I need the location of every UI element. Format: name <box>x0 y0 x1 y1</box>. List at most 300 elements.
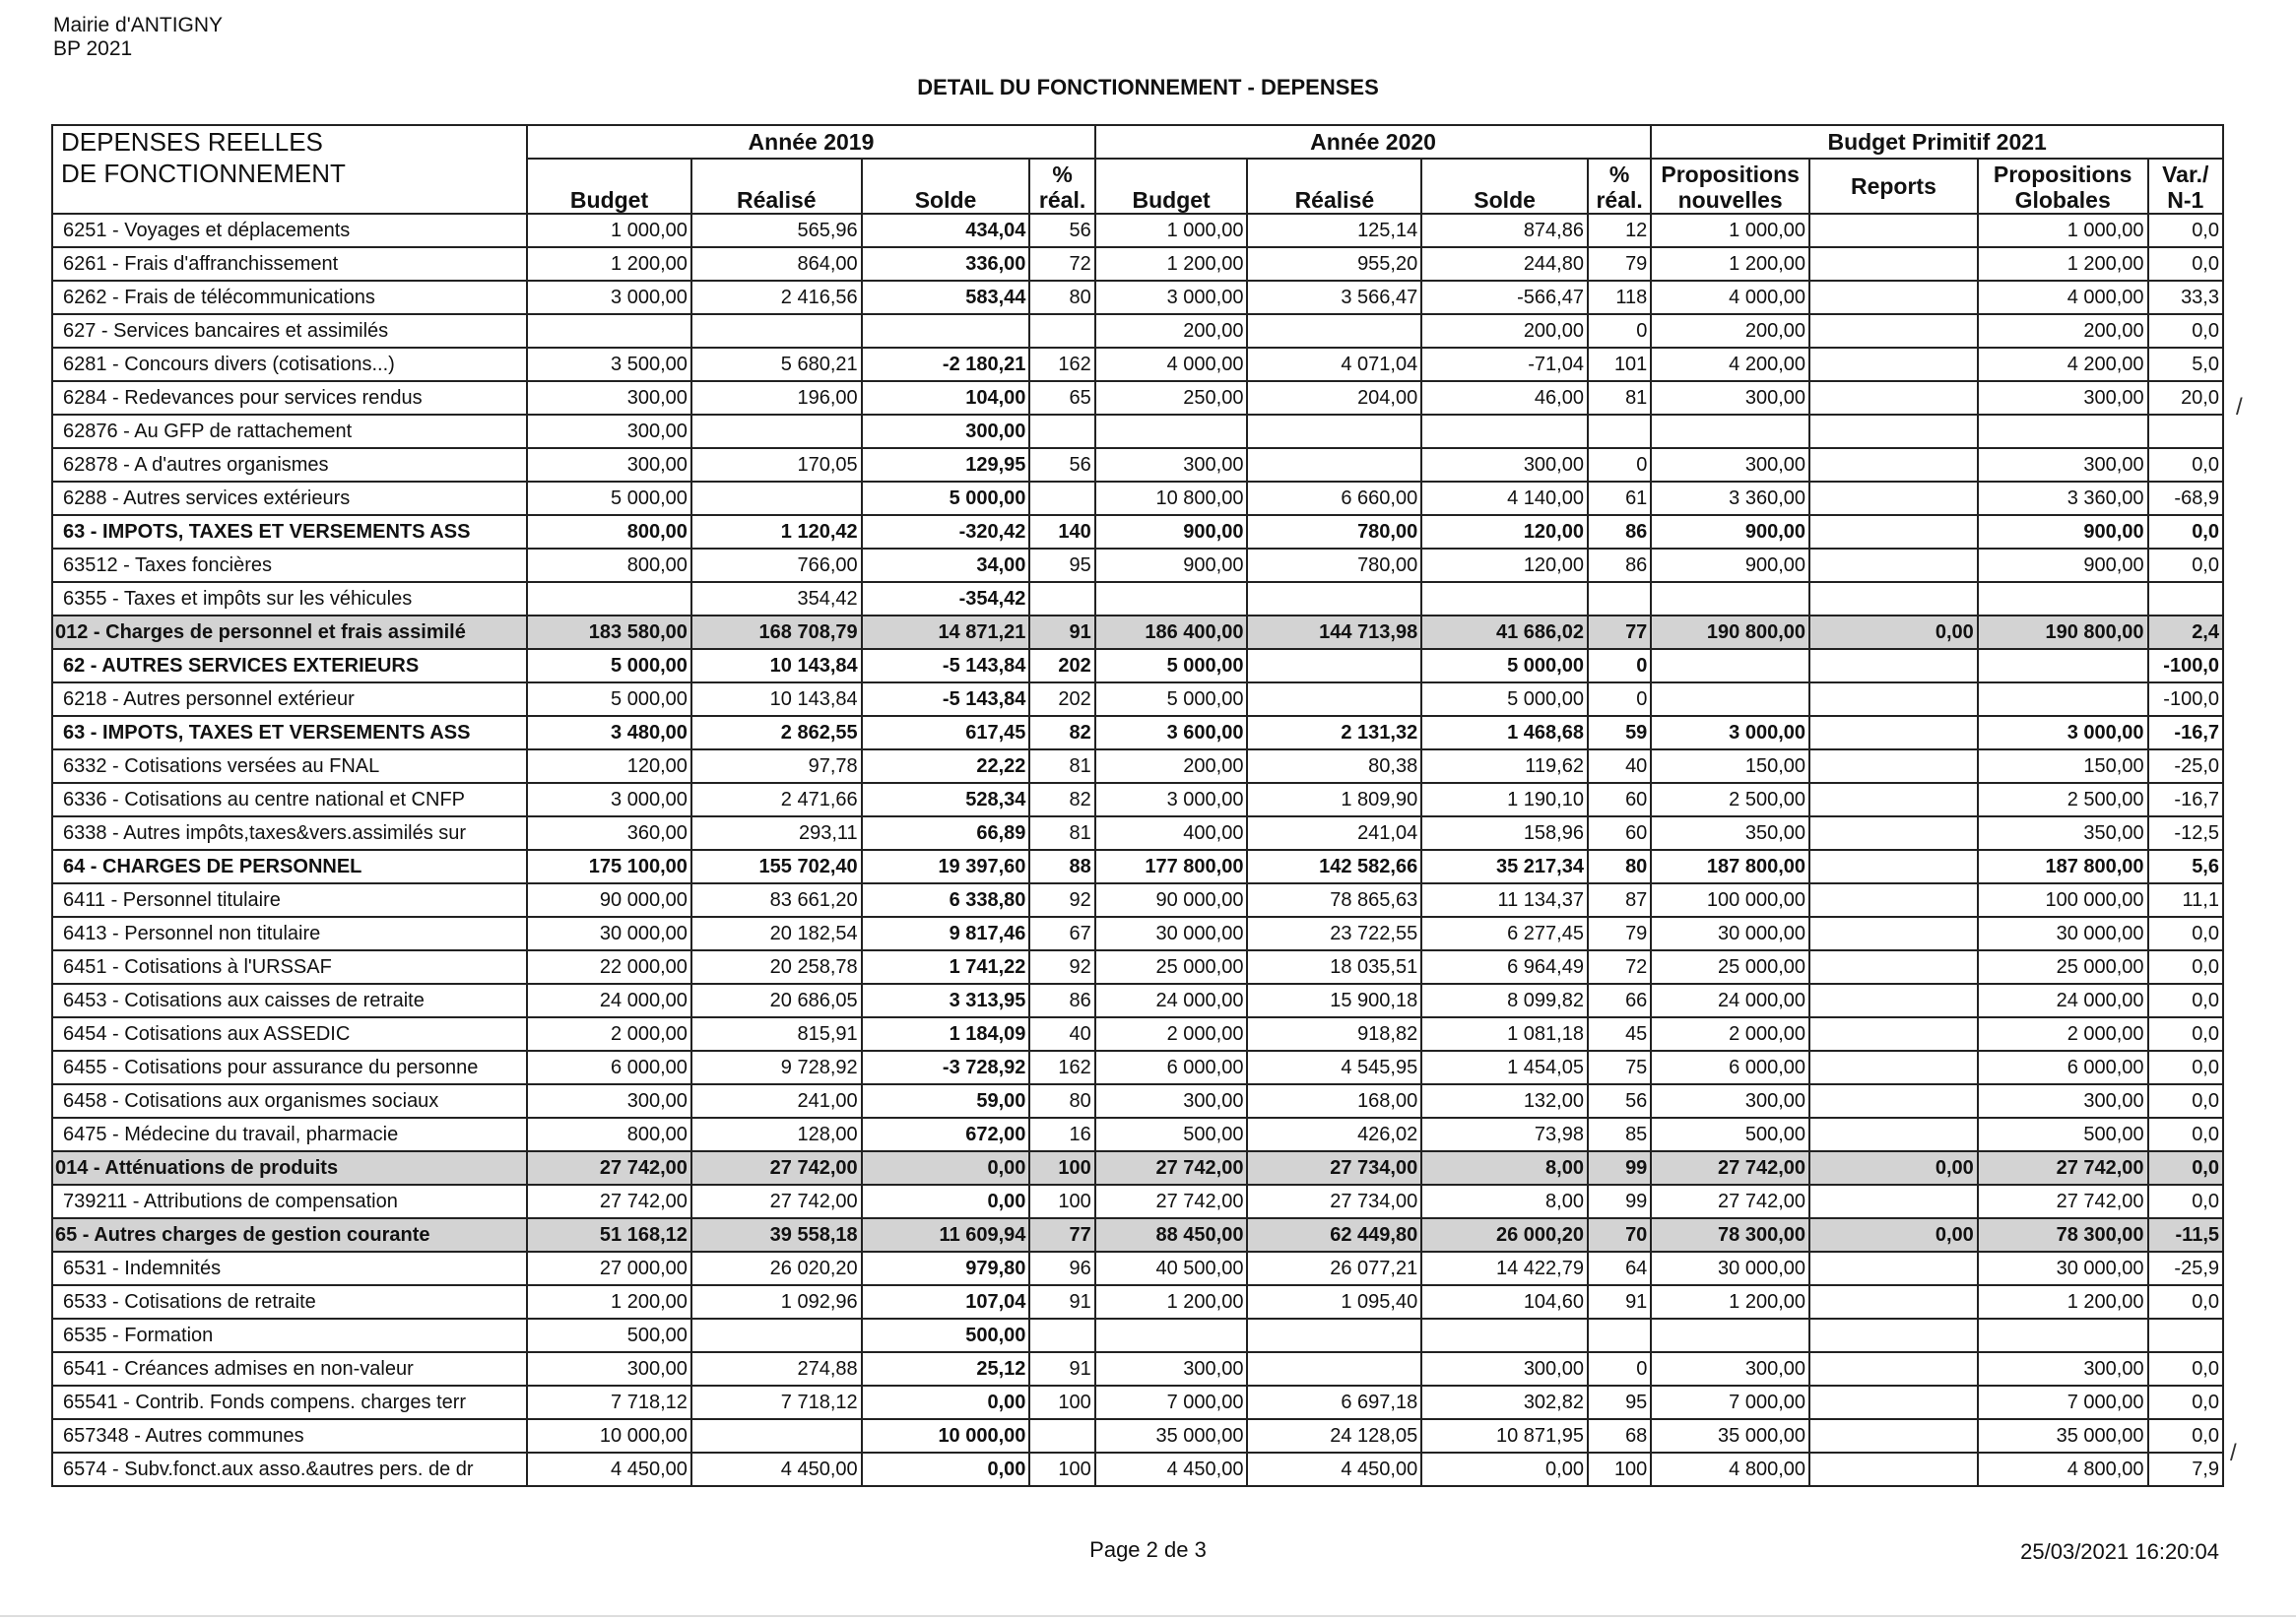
cell-pct-2019: 100 <box>1029 1151 1094 1185</box>
cell-budget-2020: 27 742,00 <box>1095 1185 1248 1218</box>
cell-realise-2019: 20 182,54 <box>691 917 862 950</box>
cell-solde-2019: 0,00 <box>862 1151 1030 1185</box>
cell-solde-2020: 11 134,37 <box>1421 883 1588 917</box>
table-row <box>52 381 2223 415</box>
cell-realise-2019: 170,05 <box>691 448 862 482</box>
cell-realise-2020: 142 582,66 <box>1247 850 1421 883</box>
col-header-prop-globales <box>1978 159 2148 214</box>
cell-label: 014 - Atténuations de produits <box>52 1151 527 1185</box>
cell-realise-2019: 2 862,55 <box>691 716 862 749</box>
cell-budget-2019: 5 000,00 <box>527 482 691 515</box>
cell-budget-2019: 300,00 <box>527 1352 691 1386</box>
cell-prop-globales-2021: 500,00 <box>1978 1118 2148 1151</box>
cell-budget-2020: 5 000,00 <box>1095 649 1248 682</box>
cell-prop-globales-2021: 187 800,00 <box>1978 850 2148 883</box>
print-datetime: 25/03/2021 16:20:04 <box>2020 1539 2219 1564</box>
cell-pct-2019: 67 <box>1029 917 1094 950</box>
cell-pct-2019: 56 <box>1029 448 1094 482</box>
cell-prop-nouvelles-2021: 6 000,00 <box>1651 1051 1809 1084</box>
cell-realise-2019: 354,42 <box>691 582 862 616</box>
cell-solde-2019: 19 397,60 <box>862 850 1030 883</box>
cell-solde-2020: 5 000,00 <box>1421 682 1588 716</box>
cell-budget-2020 <box>1095 1319 1248 1352</box>
cell-realise-2019: 2 416,56 <box>691 281 862 314</box>
cell-var-n1: 0,0 <box>2148 1084 2223 1118</box>
cell-reports-2021: 0,00 <box>1809 1218 1978 1252</box>
cell-label: 6533 - Cotisations de retraite <box>52 1285 527 1319</box>
cell-prop-globales-2021: 4 200,00 <box>1978 348 2148 381</box>
var-line2: N-1 <box>2167 187 2204 213</box>
cell-prop-nouvelles-2021: 300,00 <box>1651 381 1809 415</box>
scan-edge-line <box>0 1615 2296 1617</box>
cell-budget-2019: 1 000,00 <box>527 214 691 247</box>
cell-budget-2020: 88 450,00 <box>1095 1218 1248 1252</box>
cell-realise-2019 <box>691 415 862 448</box>
cell-budget-2020: 500,00 <box>1095 1118 1248 1151</box>
cell-solde-2020: 200,00 <box>1421 314 1588 348</box>
cell-solde-2020: 104,60 <box>1421 1285 1588 1319</box>
cell-prop-nouvelles-2021: 25 000,00 <box>1651 950 1809 984</box>
cell-pct-2019: 95 <box>1029 549 1094 582</box>
cell-label: 6218 - Autres personnel extérieur <box>52 682 527 716</box>
table-row <box>52 214 2223 247</box>
cell-realise-2020 <box>1247 1319 1421 1352</box>
cell-var-n1: 0,0 <box>2148 1051 2223 1084</box>
cell-label: 6288 - Autres services extérieurs <box>52 482 527 515</box>
cell-label: 6541 - Créances admises en non-valeur <box>52 1352 527 1386</box>
cell-realise-2019: 10 143,84 <box>691 682 862 716</box>
cell-budget-2019 <box>527 314 691 348</box>
cell-prop-nouvelles-2021: 2 000,00 <box>1651 1017 1809 1051</box>
cell-realise-2019: 241,00 <box>691 1084 862 1118</box>
cell-realise-2020: 1 095,40 <box>1247 1285 1421 1319</box>
cell-prop-nouvelles-2021: 100 000,00 <box>1651 883 1809 917</box>
cell-label: 64 - CHARGES DE PERSONNEL <box>52 850 527 883</box>
cell-realise-2019: 39 558,18 <box>691 1218 862 1252</box>
cell-reports-2021 <box>1809 281 1978 314</box>
cell-prop-nouvelles-2021: 3 000,00 <box>1651 716 1809 749</box>
cell-prop-globales-2021: 78 300,00 <box>1978 1218 2148 1252</box>
cell-pct-2019: 202 <box>1029 649 1094 682</box>
cell-reports-2021 <box>1809 515 1978 549</box>
cell-label: 6251 - Voyages et déplacements <box>52 214 527 247</box>
cell-var-n1: -68,9 <box>2148 482 2223 515</box>
cell-label: 6535 - Formation <box>52 1319 527 1352</box>
cell-var-n1: 0,0 <box>2148 1017 2223 1051</box>
cell-prop-globales-2021: 350,00 <box>1978 816 2148 850</box>
cell-reports-2021 <box>1809 716 1978 749</box>
table-row <box>52 582 2223 616</box>
table-row <box>52 415 2223 448</box>
cell-reports-2021: 0,00 <box>1809 1151 1978 1185</box>
cell-realise-2019: 4 450,00 <box>691 1453 862 1486</box>
budget-table <box>51 124 2224 1487</box>
cell-solde-2020: 244,80 <box>1421 247 1588 281</box>
cell-budget-2019: 30 000,00 <box>527 917 691 950</box>
cell-prop-nouvelles-2021: 1 200,00 <box>1651 247 1809 281</box>
cell-prop-nouvelles-2021: 200,00 <box>1651 314 1809 348</box>
cell-prop-globales-2021: 24 000,00 <box>1978 984 2148 1017</box>
cell-budget-2019: 27 000,00 <box>527 1252 691 1285</box>
cell-var-n1: 11,1 <box>2148 883 2223 917</box>
cell-solde-2019: 617,45 <box>862 716 1030 749</box>
col-header-reports: Reports <box>1809 159 1978 214</box>
cell-budget-2020: 3 600,00 <box>1095 716 1248 749</box>
cell-budget-2020: 200,00 <box>1095 749 1248 783</box>
cell-budget-2020: 2 000,00 <box>1095 1017 1248 1051</box>
cell-prop-globales-2021: 4 800,00 <box>1978 1453 2148 1486</box>
subtotal-row <box>52 649 2223 682</box>
cell-realise-2019: 5 680,21 <box>691 348 862 381</box>
group-header-2021: Budget Primitif 2021 <box>1651 125 2223 159</box>
cell-budget-2020: 200,00 <box>1095 314 1248 348</box>
cell-solde-2020: 8,00 <box>1421 1151 1588 1185</box>
cell-pct-2020: 118 <box>1588 281 1651 314</box>
cell-prop-globales-2021: 2 000,00 <box>1978 1017 2148 1051</box>
cell-prop-nouvelles-2021: 4 200,00 <box>1651 348 1809 381</box>
prop-nouv-line2: nouvelles <box>1677 187 1783 213</box>
cell-solde-2019: 300,00 <box>862 415 1030 448</box>
cell-budget-2020: 300,00 <box>1095 1352 1248 1386</box>
cell-realise-2019: 1 092,96 <box>691 1285 862 1319</box>
cell-solde-2020: 41 686,02 <box>1421 616 1588 649</box>
cell-var-n1 <box>2148 1319 2223 1352</box>
cell-prop-nouvelles-2021: 150,00 <box>1651 749 1809 783</box>
cell-solde-2019: 66,89 <box>862 816 1030 850</box>
cell-budget-2019: 90 000,00 <box>527 883 691 917</box>
cell-realise-2019: 565,96 <box>691 214 862 247</box>
cell-pct-2020: 72 <box>1588 950 1651 984</box>
table-row <box>52 549 2223 582</box>
cell-reports-2021: 0,00 <box>1809 616 1978 649</box>
cell-realise-2019: 155 702,40 <box>691 850 862 883</box>
cell-solde-2019: 5 000,00 <box>862 482 1030 515</box>
cell-label: 65541 - Contrib. Fonds compens. charges terr <box>52 1386 527 1419</box>
cell-var-n1: 0,0 <box>2148 515 2223 549</box>
cell-var-n1: 5,6 <box>2148 850 2223 883</box>
cell-solde-2020: 6 277,45 <box>1421 917 1588 950</box>
cell-solde-2019: -3 728,92 <box>862 1051 1030 1084</box>
cell-reports-2021 <box>1809 1051 1978 1084</box>
cell-solde-2019: 6 338,80 <box>862 883 1030 917</box>
table-row <box>52 1252 2223 1285</box>
table-row <box>52 816 2223 850</box>
cell-realise-2019: 97,78 <box>691 749 862 783</box>
cell-label: 6454 - Cotisations aux ASSEDIC <box>52 1017 527 1051</box>
cell-solde-2019: 583,44 <box>862 281 1030 314</box>
cell-pct-2019: 100 <box>1029 1453 1094 1486</box>
cell-var-n1: 0,0 <box>2148 917 2223 950</box>
cell-realise-2020: 23 722,55 <box>1247 917 1421 950</box>
cell-budget-2019: 800,00 <box>527 549 691 582</box>
cell-solde-2019: 22,22 <box>862 749 1030 783</box>
cell-prop-nouvelles-2021: 27 742,00 <box>1651 1151 1809 1185</box>
cell-label: 739211 - Attributions de compensation <box>52 1185 527 1218</box>
cell-pct-2019: 40 <box>1029 1017 1094 1051</box>
cell-solde-2019: 25,12 <box>862 1352 1030 1386</box>
cell-budget-2020: 25 000,00 <box>1095 950 1248 984</box>
cell-var-n1: 0,0 <box>2148 1285 2223 1319</box>
cell-budget-2020: 10 800,00 <box>1095 482 1248 515</box>
cell-budget-2019: 5 000,00 <box>527 682 691 716</box>
cell-realise-2020: 3 566,47 <box>1247 281 1421 314</box>
col-header-prop-nouvelles <box>1651 159 1809 214</box>
cell-prop-globales-2021: 300,00 <box>1978 381 2148 415</box>
cell-budget-2020: 186 400,00 <box>1095 616 1248 649</box>
cell-var-n1: 0,0 <box>2148 1352 2223 1386</box>
cell-pct-2020: 79 <box>1588 917 1651 950</box>
cell-solde-2019: 1 184,09 <box>862 1017 1030 1051</box>
cell-var-n1: 5,0 <box>2148 348 2223 381</box>
cell-budget-2019: 500,00 <box>527 1319 691 1352</box>
cell-realise-2019: 196,00 <box>691 381 862 415</box>
cell-pct-2019: 72 <box>1029 247 1094 281</box>
cell-solde-2019: 0,00 <box>862 1453 1030 1486</box>
cell-budget-2020: 5 000,00 <box>1095 682 1248 716</box>
pct-line1: % <box>1608 162 1630 187</box>
cell-pct-2019: 100 <box>1029 1185 1094 1218</box>
cell-realise-2020 <box>1247 649 1421 682</box>
cell-label: 6451 - Cotisations à l'URSSAF <box>52 950 527 984</box>
cell-pct-2019: 88 <box>1029 850 1094 883</box>
cell-budget-2020: 27 742,00 <box>1095 1151 1248 1185</box>
cell-reports-2021 <box>1809 1185 1978 1218</box>
cell-prop-nouvelles-2021: 35 000,00 <box>1651 1419 1809 1453</box>
cell-realise-2019: 83 661,20 <box>691 883 862 917</box>
cell-prop-nouvelles-2021 <box>1651 415 1809 448</box>
cell-solde-2019: 34,00 <box>862 549 1030 582</box>
cell-reports-2021 <box>1809 381 1978 415</box>
cell-reports-2021 <box>1809 314 1978 348</box>
cell-prop-nouvelles-2021: 350,00 <box>1651 816 1809 850</box>
cell-realise-2020: 78 865,63 <box>1247 883 1421 917</box>
cell-budget-2019: 3 480,00 <box>527 716 691 749</box>
cell-pct-2019: 140 <box>1029 515 1094 549</box>
cell-prop-nouvelles-2021: 187 800,00 <box>1651 850 1809 883</box>
cell-solde-2020: 874,86 <box>1421 214 1588 247</box>
cell-solde-2020 <box>1421 415 1588 448</box>
cell-pct-2019: 16 <box>1029 1118 1094 1151</box>
cell-realise-2020: 168,00 <box>1247 1084 1421 1118</box>
cell-var-n1: 0,0 <box>2148 984 2223 1017</box>
cell-pct-2020: 40 <box>1588 749 1651 783</box>
cell-var-n1: 0,0 <box>2148 549 2223 582</box>
cell-label: 6261 - Frais d'affranchissement <box>52 247 527 281</box>
cell-prop-nouvelles-2021 <box>1651 1319 1809 1352</box>
table-row <box>52 448 2223 482</box>
cell-var-n1: 0,0 <box>2148 1151 2223 1185</box>
cell-prop-globales-2021: 30 000,00 <box>1978 917 2148 950</box>
cell-pct-2020: 77 <box>1588 616 1651 649</box>
cell-prop-nouvelles-2021: 500,00 <box>1651 1118 1809 1151</box>
cell-budget-2019: 300,00 <box>527 381 691 415</box>
cell-label: 62878 - A d'autres organismes <box>52 448 527 482</box>
cell-prop-nouvelles-2021: 24 000,00 <box>1651 984 1809 1017</box>
cell-prop-globales-2021: 35 000,00 <box>1978 1419 2148 1453</box>
cell-prop-nouvelles-2021: 300,00 <box>1651 1352 1809 1386</box>
cell-var-n1: 2,4 <box>2148 616 2223 649</box>
cell-reports-2021 <box>1809 415 1978 448</box>
table-row <box>52 1017 2223 1051</box>
cell-prop-nouvelles-2021: 300,00 <box>1651 448 1809 482</box>
cell-prop-globales-2021: 900,00 <box>1978 549 2148 582</box>
table-row <box>52 883 2223 917</box>
cell-solde-2020: 8,00 <box>1421 1185 1588 1218</box>
cell-solde-2019: 979,80 <box>862 1252 1030 1285</box>
table-row <box>52 1419 2223 1453</box>
cell-realise-2020: 2 131,32 <box>1247 716 1421 749</box>
cell-prop-nouvelles-2021: 1 000,00 <box>1651 214 1809 247</box>
pct-line1: % <box>1052 162 1073 187</box>
cell-budget-2020: 250,00 <box>1095 381 1248 415</box>
cell-budget-2020: 300,00 <box>1095 448 1248 482</box>
cell-prop-globales-2021: 6 000,00 <box>1978 1051 2148 1084</box>
cell-var-n1: 0,0 <box>2148 314 2223 348</box>
col-header-solde-2019: Solde <box>862 159 1030 214</box>
table-row <box>52 1352 2223 1386</box>
cell-label: 6574 - Subv.fonct.aux asso.&autres pers. de dr <box>52 1453 527 1486</box>
cell-solde-2020: -566,47 <box>1421 281 1588 314</box>
cell-pct-2020: 87 <box>1588 883 1651 917</box>
cell-pct-2019: 81 <box>1029 749 1094 783</box>
cell-budget-2020: 3 000,00 <box>1095 783 1248 816</box>
cell-budget-2020: 1 200,00 <box>1095 247 1248 281</box>
cell-realise-2020: 4 071,04 <box>1247 348 1421 381</box>
cell-solde-2020: 14 422,79 <box>1421 1252 1588 1285</box>
subtotal-row <box>52 515 2223 549</box>
cell-prop-nouvelles-2021: 30 000,00 <box>1651 1252 1809 1285</box>
cell-reports-2021 <box>1809 649 1978 682</box>
cell-var-n1: -100,0 <box>2148 649 2223 682</box>
cell-pct-2020: 66 <box>1588 984 1651 1017</box>
cell-pct-2020: 80 <box>1588 850 1651 883</box>
cell-realise-2019: 815,91 <box>691 1017 862 1051</box>
cell-pct-2020: 56 <box>1588 1084 1651 1118</box>
cell-pct-2019: 80 <box>1029 281 1094 314</box>
cell-solde-2020: 300,00 <box>1421 448 1588 482</box>
cell-prop-nouvelles-2021 <box>1651 582 1809 616</box>
cell-prop-globales-2021: 4 000,00 <box>1978 281 2148 314</box>
cell-solde-2020: 73,98 <box>1421 1118 1588 1151</box>
cell-label: 6338 - Autres impôts,taxes&vers.assimilés sur <box>52 816 527 850</box>
cell-budget-2019: 800,00 <box>527 515 691 549</box>
cell-pct-2019: 100 <box>1029 1386 1094 1419</box>
cell-budget-2020: 1 200,00 <box>1095 1285 1248 1319</box>
cell-label: 6475 - Médecine du travail, pharmacie <box>52 1118 527 1151</box>
cell-budget-2019: 27 742,00 <box>527 1185 691 1218</box>
cell-solde-2019: 14 871,21 <box>862 616 1030 649</box>
cell-reports-2021 <box>1809 1386 1978 1419</box>
label-header-line1: DEPENSES REELLES <box>61 127 323 157</box>
cell-budget-2019: 2 000,00 <box>527 1017 691 1051</box>
chapter-row <box>52 1151 2223 1185</box>
cell-reports-2021 <box>1809 482 1978 515</box>
cell-label: 6355 - Taxes et impôts sur les véhicules <box>52 582 527 616</box>
cell-realise-2019: 293,11 <box>691 816 862 850</box>
cell-budget-2020: 300,00 <box>1095 1084 1248 1118</box>
cell-solde-2020: 4 140,00 <box>1421 482 1588 515</box>
table-row <box>52 482 2223 515</box>
cell-prop-globales-2021: 300,00 <box>1978 1352 2148 1386</box>
budget-table-body <box>52 214 2223 1486</box>
cell-pct-2020: 86 <box>1588 515 1651 549</box>
table-row <box>52 281 2223 314</box>
cell-realise-2020 <box>1247 415 1421 448</box>
cell-prop-nouvelles-2021: 190 800,00 <box>1651 616 1809 649</box>
cell-prop-globales-2021 <box>1978 682 2148 716</box>
cell-var-n1: 20,0 <box>2148 381 2223 415</box>
cell-realise-2019 <box>691 1419 862 1453</box>
cell-realise-2019: 20 258,78 <box>691 950 862 984</box>
cell-prop-globales-2021: 1 200,00 <box>1978 1285 2148 1319</box>
cell-solde-2020: 26 000,20 <box>1421 1218 1588 1252</box>
cell-realise-2020: 6 660,00 <box>1247 482 1421 515</box>
pct-line2: réal. <box>1596 187 1643 213</box>
cell-prop-globales-2021: 25 000,00 <box>1978 950 2148 984</box>
cell-prop-nouvelles-2021: 27 742,00 <box>1651 1185 1809 1218</box>
cell-var-n1: 0,0 <box>2148 448 2223 482</box>
cell-realise-2020: 1 809,90 <box>1247 783 1421 816</box>
cell-var-n1 <box>2148 582 2223 616</box>
cell-label: 63512 - Taxes foncières <box>52 549 527 582</box>
cell-label: 6458 - Cotisations aux organismes sociaux <box>52 1084 527 1118</box>
cell-budget-2019: 1 200,00 <box>527 1285 691 1319</box>
cell-budget-2019: 300,00 <box>527 1084 691 1118</box>
cell-pct-2020: 99 <box>1588 1185 1651 1218</box>
pen-tick-mark: / <box>2236 394 2243 421</box>
cell-reports-2021 <box>1809 749 1978 783</box>
cell-pct-2019: 92 <box>1029 883 1094 917</box>
cell-prop-globales-2021: 900,00 <box>1978 515 2148 549</box>
cell-pct-2020: 85 <box>1588 1118 1651 1151</box>
cell-realise-2020: 144 713,98 <box>1247 616 1421 649</box>
cell-budget-2019: 120,00 <box>527 749 691 783</box>
cell-budget-2020: 177 800,00 <box>1095 850 1248 883</box>
cell-prop-globales-2021: 1 200,00 <box>1978 247 2148 281</box>
cell-solde-2020: 300,00 <box>1421 1352 1588 1386</box>
cell-label: 627 - Services bancaires et assimilés <box>52 314 527 348</box>
cell-pct-2020: 61 <box>1588 482 1651 515</box>
cell-pct-2019: 202 <box>1029 682 1094 716</box>
cell-pct-2020: 0 <box>1588 649 1651 682</box>
prop-glob-line1: Propositions <box>1993 162 2132 187</box>
cell-realise-2020: 780,00 <box>1247 549 1421 582</box>
cell-prop-globales-2021: 27 742,00 <box>1978 1185 2148 1218</box>
cell-budget-2019: 300,00 <box>527 415 691 448</box>
cell-realise-2019: 20 686,05 <box>691 984 862 1017</box>
cell-budget-2019: 3 500,00 <box>527 348 691 381</box>
cell-realise-2019: 27 742,00 <box>691 1185 862 1218</box>
cell-reports-2021 <box>1809 1252 1978 1285</box>
cell-realise-2020: 62 449,80 <box>1247 1218 1421 1252</box>
cell-reports-2021 <box>1809 883 1978 917</box>
group-header-2020: Année 2020 <box>1095 125 1652 159</box>
table-row <box>52 984 2223 1017</box>
cell-budget-2019: 10 000,00 <box>527 1419 691 1453</box>
cell-pct-2019: 82 <box>1029 783 1094 816</box>
cell-pct-2020: 59 <box>1588 716 1651 749</box>
cell-solde-2019: -5 143,84 <box>862 682 1030 716</box>
chapter-row <box>52 616 2223 649</box>
cell-pct-2019 <box>1029 1319 1094 1352</box>
subtotal-row <box>52 716 2223 749</box>
table-row <box>52 1051 2223 1084</box>
cell-solde-2019: 528,34 <box>862 783 1030 816</box>
table-row <box>52 314 2223 348</box>
cell-reports-2021 <box>1809 247 1978 281</box>
cell-reports-2021 <box>1809 1017 1978 1051</box>
cell-realise-2019 <box>691 1319 862 1352</box>
